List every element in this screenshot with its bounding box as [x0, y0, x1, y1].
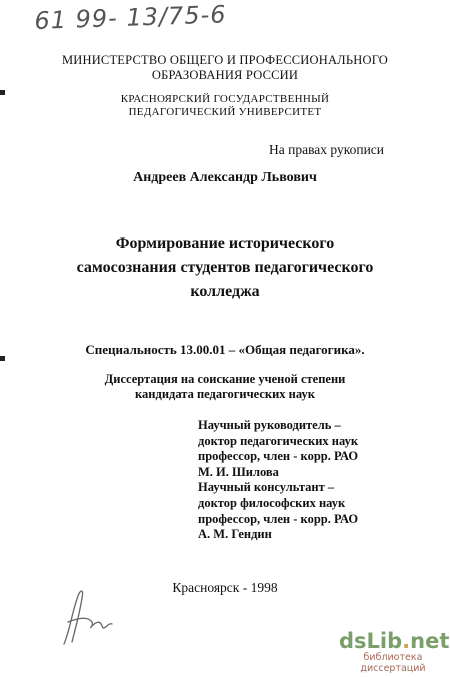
advisor-line: М. И. Шилова [198, 464, 279, 479]
ministry-header [0, 53, 450, 83]
advisor-line: Научный консультант – [198, 480, 335, 495]
advisor-line: доктор философских наук [198, 495, 346, 510]
scan-mark [0, 90, 5, 95]
advisor-line: профессор, член - корр. РАО [198, 511, 359, 526]
advisor-line: Научный руководитель – [198, 418, 341, 432]
author-name: Андреев Александр Львович [133, 170, 317, 185]
degree-line: кандидата педагогических наук [135, 387, 315, 401]
city-year: Красноярск - 1998 [172, 580, 278, 595]
dslib-watermark [339, 628, 450, 674]
degree-line: Диссертация на соискание ученой степени [104, 372, 346, 386]
archive-code: 61 99- 13/75-6 [34, 0, 227, 35]
university-line: КРАСНОЯРСКИЙ ГОСУДАРСТВЕННЫЙ [120, 93, 330, 105]
dslib-logo [339, 628, 450, 654]
ministry-line: МИНИСТЕРСТВО ОБЩЕГО И ПРОФЕССИОНАЛЬНОГО [61, 53, 389, 67]
university-header [0, 93, 450, 119]
specialty: Специальность 13.00.01 – «Общая педагогика». [85, 342, 365, 357]
dissertation-title [0, 232, 450, 304]
title-line: колледжа [190, 283, 260, 300]
title-line: Формирование исторического [115, 235, 335, 252]
logo-dot: . [402, 629, 411, 653]
signature-mark [58, 582, 118, 652]
advisor-line: профессор, член - корр. РАО [198, 449, 359, 464]
advisor-line: доктор педагогических наук [198, 433, 359, 448]
logo-main-text: dsLib [339, 629, 403, 653]
dissertation-degree [0, 372, 450, 402]
logo-tld-text: net [410, 629, 450, 653]
advisor-line: А. М. Гендин [198, 527, 272, 542]
dslib-subtitle: библиотека диссертаций [360, 652, 426, 674]
ministry-line: ОБРАЗОВАНИЯ РОССИИ [151, 68, 299, 82]
scan-mark [0, 356, 5, 361]
title-line: самосознания студентов педагогического [76, 259, 374, 276]
university-line: ПЕДАГОГИЧЕСКИЙ УНИВЕРСИТЕТ [128, 106, 322, 118]
rights-note: На правах рукописи [269, 142, 385, 157]
advisors-block [198, 418, 438, 543]
